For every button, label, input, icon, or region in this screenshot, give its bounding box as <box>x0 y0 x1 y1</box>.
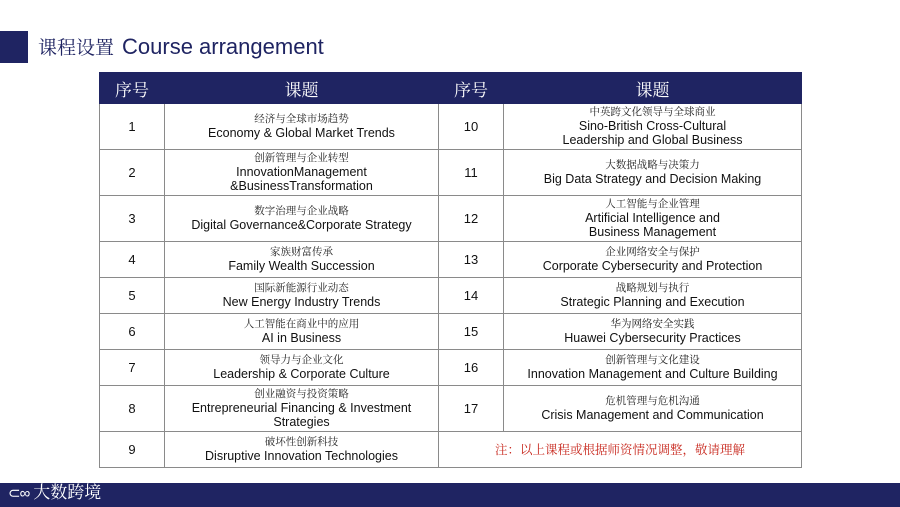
page-title <box>38 33 324 60</box>
course-title-zh: 大数据战略与决策力 <box>605 159 700 171</box>
course-number: 9 <box>100 432 165 468</box>
table-row <box>100 278 802 314</box>
course-title-en: Leadership & Corporate Culture <box>213 367 390 381</box>
course-topic <box>165 314 439 350</box>
course-title-en: &BusinessTransformation <box>230 179 373 193</box>
course-title-zh: 家族财富传承 <box>270 246 333 258</box>
course-topic <box>504 104 802 150</box>
brand-logo-icon: ⊂∞ <box>8 485 30 502</box>
course-number: 6 <box>100 314 165 350</box>
course-topic <box>165 350 439 386</box>
course-topic <box>504 314 802 350</box>
header-topic-left: 课题 <box>165 73 439 104</box>
course-number: 16 <box>439 350 504 386</box>
course-title-en: InnovationManagement <box>236 165 367 179</box>
course-title-zh: 创新管理与文化建设 <box>605 354 700 366</box>
course-title-en: Business Management <box>588 225 717 239</box>
course-number: 7 <box>100 350 165 386</box>
course-topic <box>165 196 439 242</box>
course-title-en: Big Data Strategy and Decision Making <box>543 172 762 186</box>
footer-bar <box>0 483 900 507</box>
course-number: 8 <box>100 386 165 432</box>
course-number: 15 <box>439 314 504 350</box>
brand-logo <box>8 478 101 503</box>
adjustment-note: 注：以上课程或根据师资情况调整，敬请理解 <box>439 432 802 468</box>
title-accent-bar <box>0 31 28 63</box>
page-title-en: Course arrangement <box>122 34 324 59</box>
course-topic <box>165 104 439 150</box>
course-number: 10 <box>439 104 504 150</box>
course-number: 13 <box>439 242 504 278</box>
course-title-en: Family Wealth Succession <box>228 259 375 273</box>
course-title-en: Corporate Cybersecurity and Protection <box>542 259 763 273</box>
course-number: 2 <box>100 150 165 196</box>
course-topic <box>165 386 439 432</box>
course-topic <box>504 350 802 386</box>
course-number: 5 <box>100 278 165 314</box>
table-row <box>100 350 802 386</box>
course-topic <box>165 242 439 278</box>
table-row <box>100 150 802 196</box>
table-row <box>100 314 802 350</box>
table-row <box>100 104 802 150</box>
course-number: 12 <box>439 196 504 242</box>
course-title-zh: 创新管理与企业转型 <box>254 152 349 164</box>
course-title-zh: 中英跨文化领导与全球商业 <box>589 106 716 118</box>
page-title-zh: 课程设置 <box>38 37 115 59</box>
course-title-en: New Energy Industry Trends <box>222 295 381 309</box>
course-number: 11 <box>439 150 504 196</box>
course-title-en: Huawei Cybersecurity Practices <box>564 331 741 345</box>
course-topic <box>165 150 439 196</box>
course-number: 17 <box>439 386 504 432</box>
course-title-en: Crisis Management and Communication <box>541 408 764 422</box>
course-title-zh: 人工智能在商业中的应用 <box>243 318 360 330</box>
course-title-zh: 数字治理与企业战略 <box>254 205 349 217</box>
course-topic <box>504 278 802 314</box>
course-topic <box>504 196 802 242</box>
course-topic <box>504 150 802 196</box>
course-title-en: Leadership and Global Business <box>562 133 743 147</box>
course-topic <box>504 242 802 278</box>
header-num-left: 序号 <box>100 73 165 104</box>
table-row <box>100 432 802 468</box>
course-title-en: Artificial Intelligence and <box>585 211 720 225</box>
course-number: 1 <box>100 104 165 150</box>
table-row <box>100 242 802 278</box>
table-header-row <box>100 73 802 104</box>
table-row <box>100 196 802 242</box>
course-title-zh: 战略规划与执行 <box>615 282 690 294</box>
course-title-zh: 领导力与企业文化 <box>259 354 344 366</box>
course-title-zh: 企业网络安全与保护 <box>605 246 700 258</box>
header-num-right: 序号 <box>439 73 504 104</box>
course-table <box>99 72 802 468</box>
course-title-en: AI in Business <box>261 331 342 345</box>
course-title-en: Strategies <box>273 415 330 429</box>
course-title-zh: 经济与全球市场趋势 <box>254 113 349 125</box>
course-title-en: Disruptive Innovation Technologies <box>205 449 398 463</box>
course-title-en: Digital Governance&Corporate Strategy <box>191 218 412 232</box>
course-title-zh: 国际新能源行业动态 <box>254 282 349 294</box>
course-number: 4 <box>100 242 165 278</box>
course-title-zh: 创业融资与投资策略 <box>254 388 349 400</box>
course-topic <box>165 432 439 468</box>
course-topic <box>504 386 802 432</box>
course-title-zh: 破坏性创新科技 <box>264 436 339 448</box>
course-title-en: Strategic Planning and Execution <box>560 295 745 309</box>
course-table-body <box>100 104 802 468</box>
course-title-en: Innovation Management and Culture Building <box>527 367 778 381</box>
course-title-zh: 人工智能与企业管理 <box>605 198 700 210</box>
course-title-zh: 华为网络安全实践 <box>610 318 695 330</box>
course-title-en: Economy & Global Market Trends <box>208 126 395 140</box>
course-topic <box>165 278 439 314</box>
brand-name: 大数跨境 <box>33 483 102 503</box>
header-topic-right: 课题 <box>504 73 802 104</box>
course-number: 14 <box>439 278 504 314</box>
course-title-en: Sino-British Cross-Cultural <box>578 119 727 133</box>
course-title-zh: 危机管理与危机沟通 <box>605 395 700 407</box>
table-row <box>100 386 802 432</box>
course-number: 3 <box>100 196 165 242</box>
course-title-en: Entrepreneurial Financing & Investment <box>191 401 412 415</box>
